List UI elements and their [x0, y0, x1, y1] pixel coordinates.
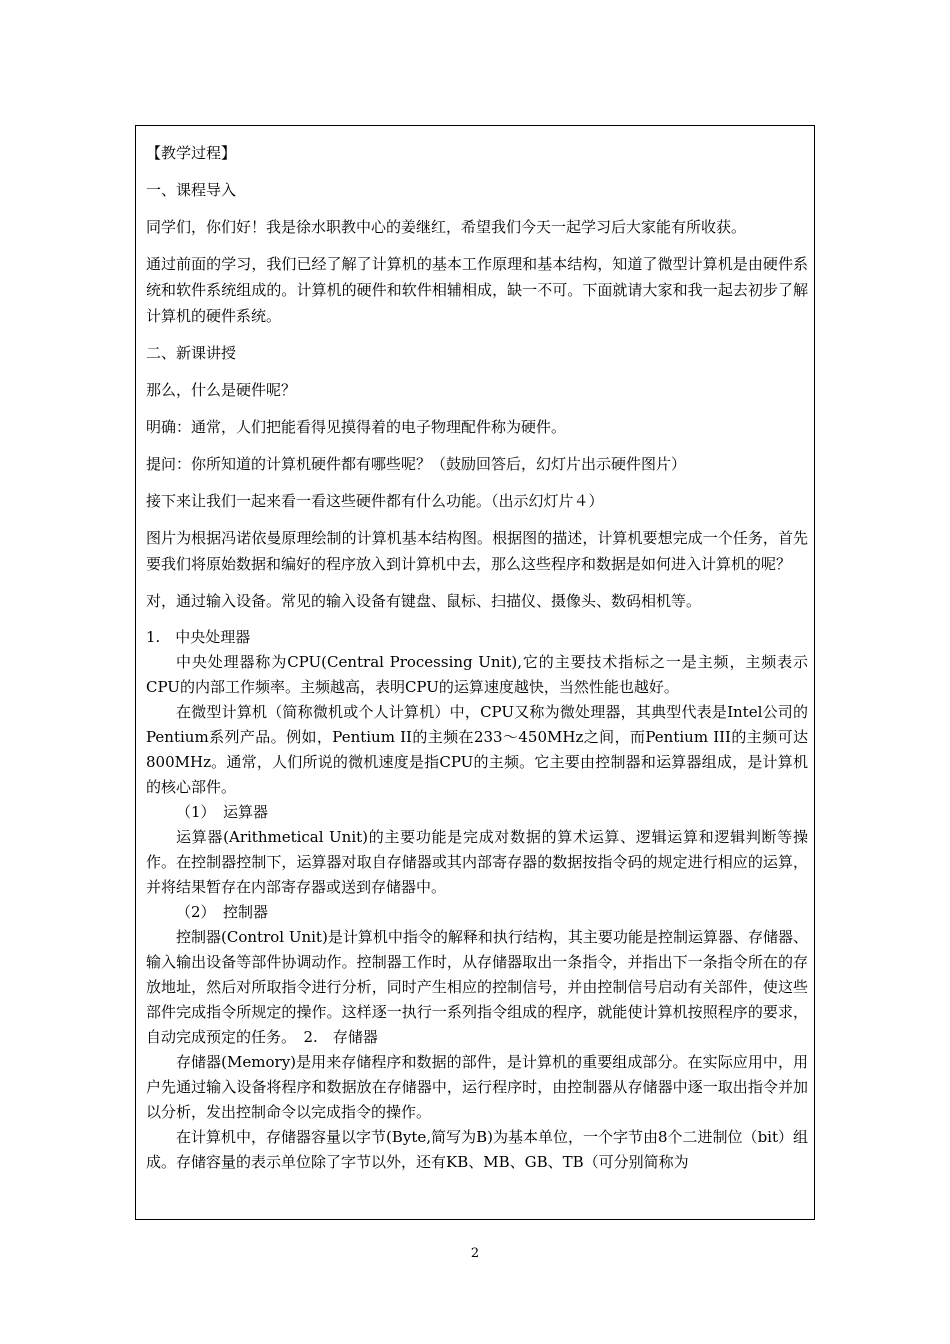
alu-paragraph: 运算器(Arithmetical Unit)的主要功能是完成对数据的算术运算、逻辑运算和逻辑判断等操作。在控制器控制下，运算器对取自存储器或其内部寄存器的数据按指令码的规定进行相应的运算，并将结果暂存在内部寄存器或送到存储器中。: [146, 828, 808, 896]
page-number: 2: [470, 1246, 480, 1261]
ask-paragraph: 提问：你所知道的计算机硬件都有哪些呢？（鼓励回答后，幻灯片出示硬件图片）: [146, 455, 687, 473]
cu-subsection-title: （2） 控制器: [176, 903, 269, 921]
cpu-paragraph-1: 中央处理器称为CPU(Central Processing Unit),它的主要技术指标之一是主频，主频表示CPU的内部工作频率。主频越高，表明CPU的运算速度越快，当然性能也越好。: [146, 653, 808, 696]
memory-paragraph-1: 存储器(Memory)是用来存储程序和数据的部件，是计算机的重要组成部分。在实际应用中，用户先通过输入设备将程序和数据放在存储器中，运行程序时，由控制器从存储器中逐一取出指令并加以分析，发出控制命令以完成指令的操作。: [146, 1053, 808, 1121]
alu-subsection-title: （1） 运算器: [176, 803, 269, 821]
section-new-lesson-title: 二、新课讲授: [146, 344, 237, 362]
intro-paragraph: 通过前面的学习，我们已经了解了计算机的基本工作原理和基本结构，知道了微型计算机是由硬件系统和软件系统组成的。计算机的硬件和软件相辅相成，缺一不可。下面就请大家和我一起去初步了解计算机的硬件系统。: [146, 255, 808, 325]
cu-paragraph: 控制器(Control Unit)是计算机中指令的解释和执行结构，其主要功能是控制运算器、存储器、输入输出设备等部件协调动作。控制器工作时，从存储器取出一条指令，并指出下一条指令所在的存放地址，然后对所取指令进行分析，同时产生相应的控制信号，并由控制信号启动有关部件，使这些部件完成指令所规定的操作。这样逐一执行一系列指令组成的程序，就能使计算机按照程序的要求，自动完成预定的任务。 2. 存储器: [146, 928, 808, 1046]
next-paragraph: 接下来让我们一起来看一看这些硬件都有什么功能。（出示幻灯片４）: [146, 492, 604, 510]
memory-paragraph-2: 在计算机中，存储器容量以字节(Byte,简写为B)为基本单位，一个字节由8个二进制位（bit）组成。存储容量的表示单位除了字节以外，还有KB、MB、GB、TB（可分别简称为: [146, 1128, 808, 1171]
teaching-process-heading: 【教学过程】: [146, 144, 237, 162]
section-course-intro-title: 一、课程导入: [146, 181, 237, 199]
greeting-paragraph: 同学们，你们好！我是徐水职教中心的姜继红，希望我们今天一起学习后大家能有所收获。: [146, 218, 747, 236]
definition-paragraph: 明确：通常，人们把能看得见摸得着的电子物理配件称为硬件。: [146, 418, 567, 436]
lesson-content: [146, 140, 808, 1175]
diagram-description-paragraph: 图片为根据冯诺依曼原理绘制的计算机基本结构图。根据图的描述，计算机要想完成一个任务，首先要我们将原始数据和编好的程序放入到计算机中去，那么这些程序和数据是如何进入计算机的呢？: [146, 529, 808, 573]
input-devices-paragraph: 对，通过输入设备。常见的输入设备有键盘、鼠标、扫描仪、摄像头、数码相机等。: [146, 592, 702, 610]
cpu-section-title: 1. 中央处理器: [146, 628, 251, 646]
question-paragraph: 那么，什么是硬件呢？: [146, 381, 297, 399]
lesson-table-frame: [135, 125, 815, 1220]
cpu-paragraph-2: 在微型计算机（简称微机或个人计算机）中，CPU又称为微处理器，其典型代表是Intel公司的Pentium系列产品。例如，Pentium II的主频在233～450MHz之间，而Pentium III的主频可达800MHz。通常，人们所说的微机速度是指CPU的主频。它主要由控制器和运算器组成，是计算机的核心部件。: [146, 703, 808, 796]
